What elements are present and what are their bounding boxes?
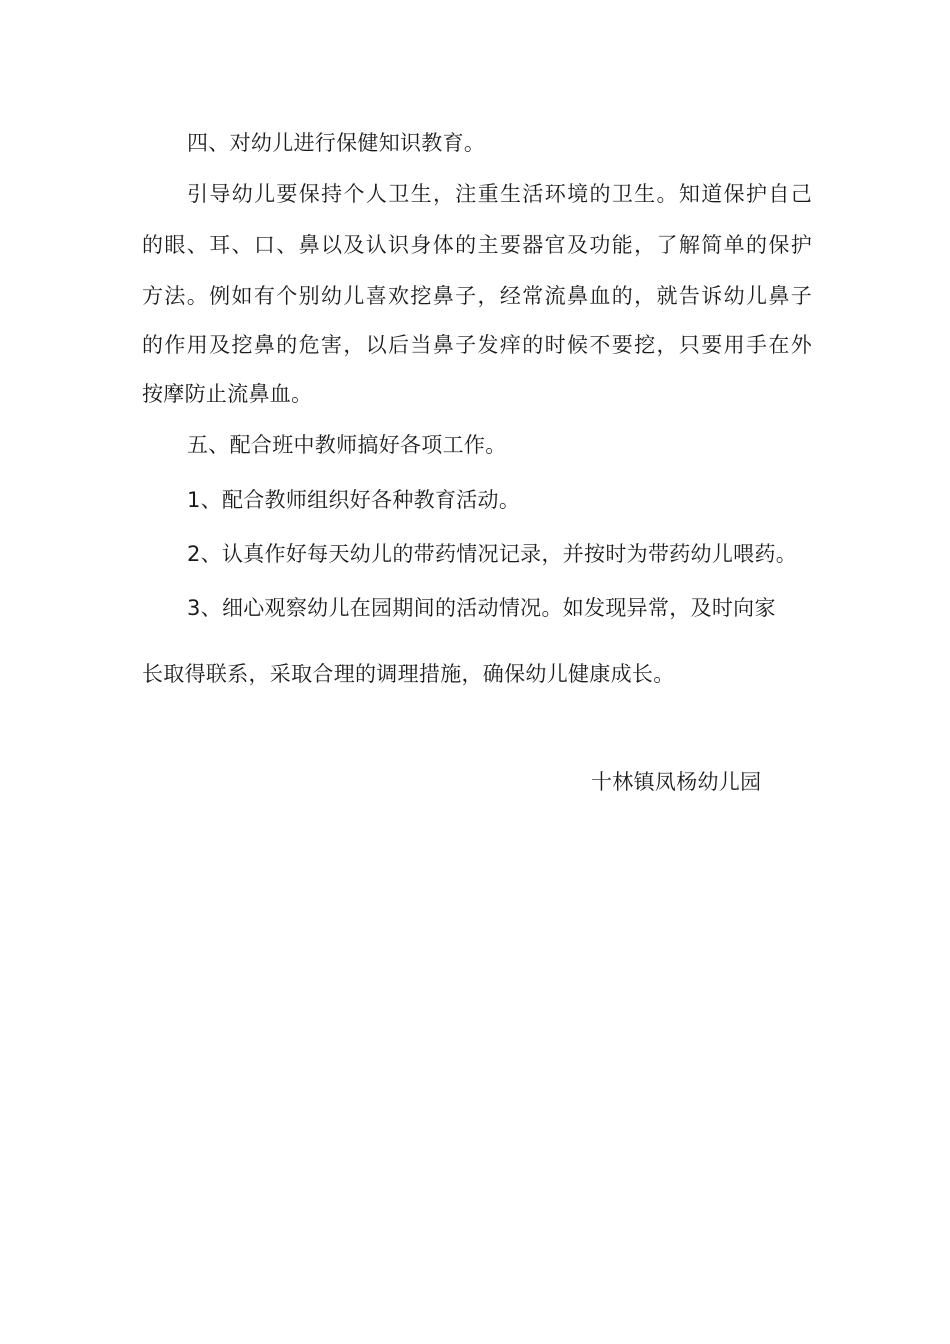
signature: 十林镇凤杨幼儿园 (591, 770, 762, 794)
list-item: 3、细心观察幼儿在园期间的活动情况。如发现异常，及时向家 (187, 596, 776, 620)
section-heading-5: 五、配合班中教师搞好各项工作。 (187, 433, 507, 457)
paragraph-line: 引导幼儿要保持个人卫生，注重生活环境的卫生。知道保护自己 (187, 182, 812, 206)
list-item: 2、认真作好每天幼儿的带药情况记录，并按时为带药幼儿喂药。 (187, 542, 798, 566)
paragraph-line: 按摩防止流鼻血。 (142, 382, 313, 406)
paragraph-line: 方法。例如有个别幼儿喜欢挖鼻子，经常流鼻血的，就告诉幼儿鼻子 (142, 284, 812, 308)
list-item: 1、配合教师组织好各种教育活动。 (187, 488, 521, 512)
section-heading-4: 四、对幼儿进行保健知识教育。 (187, 131, 486, 155)
paragraph-line: 的眼、耳、口、鼻以及认识身体的主要器官及功能，了解简单的保护 (142, 233, 812, 257)
paragraph-line: 的作用及挖鼻的危害，以后当鼻子发痒的时候不要挖，只要用手在外 (142, 333, 812, 357)
list-item-continuation: 长取得联系，采取合理的调理措施，确保幼儿健康成长。 (142, 662, 675, 686)
